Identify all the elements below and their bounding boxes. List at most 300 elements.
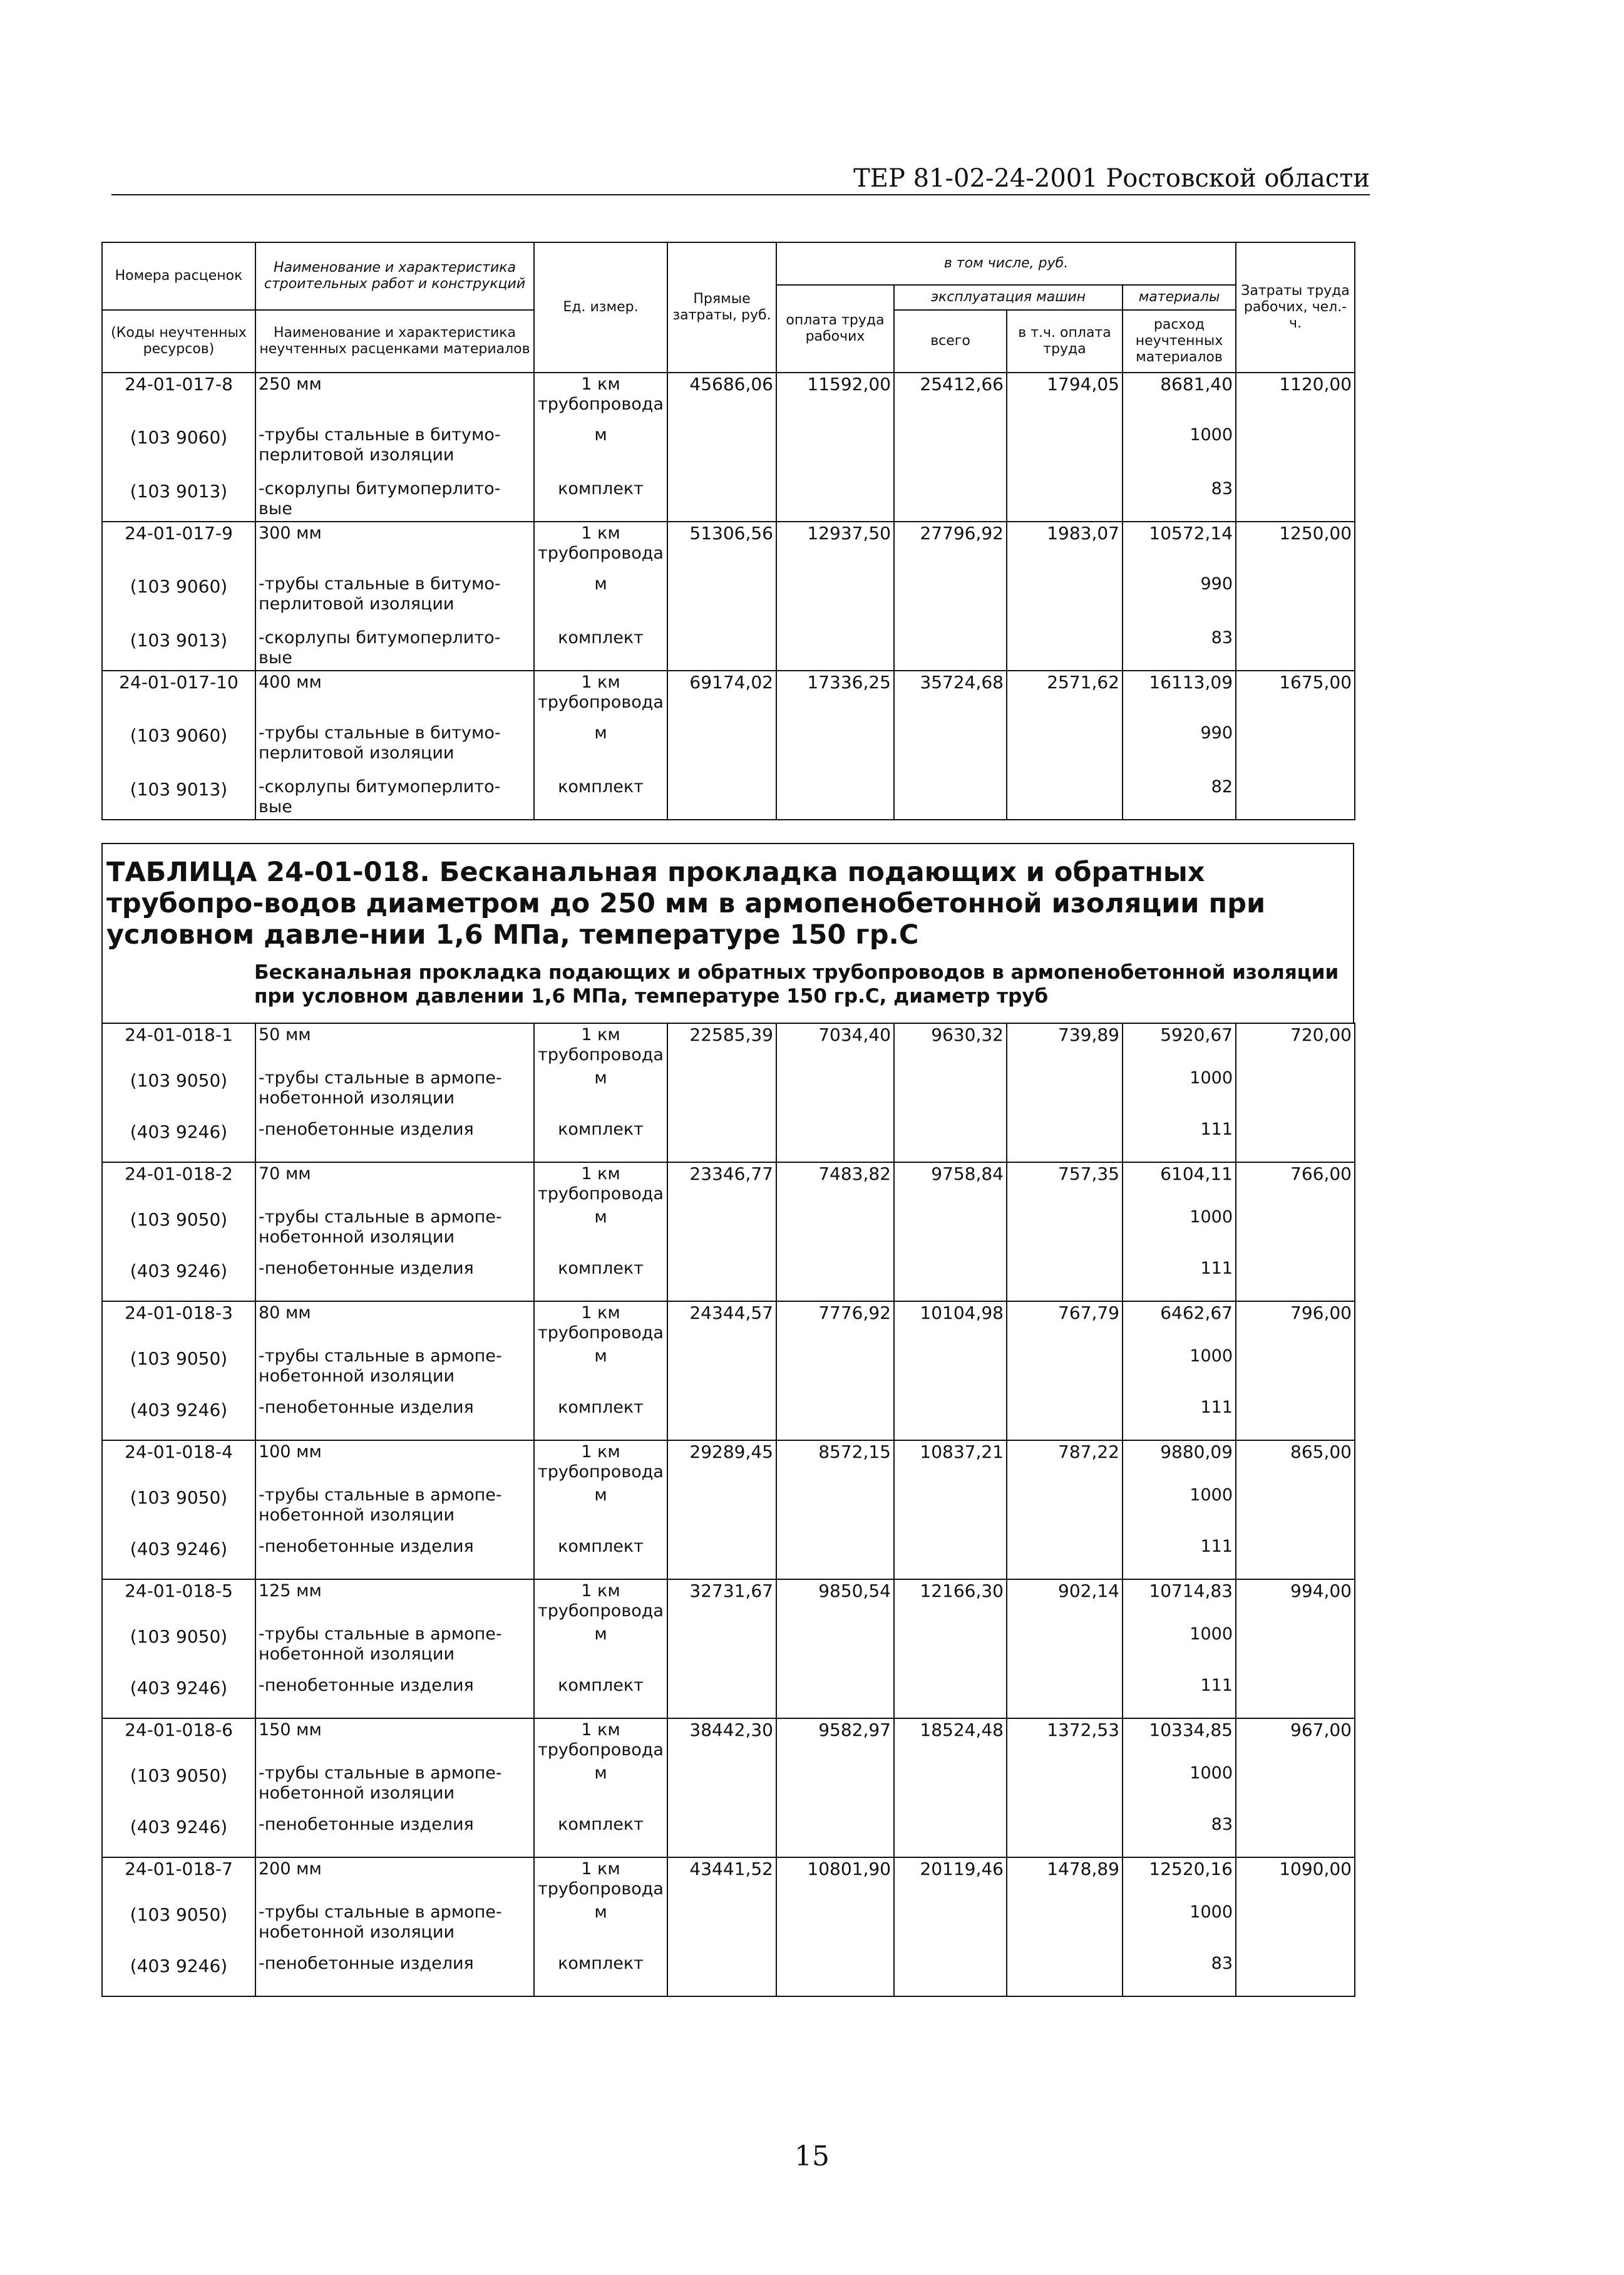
direct-cost: 23346,77 (667, 1162, 776, 1206)
resource-row (102, 776, 1355, 820)
direct-cost: 43441,52 (667, 1857, 776, 1901)
resource-code: (103 9013) (102, 478, 255, 522)
direct-cost: 51306,56 (667, 522, 776, 573)
empty-cell (776, 1206, 894, 1257)
empty-cell (776, 573, 894, 627)
resource-name: -трубы стальные в армопе-нобетонной изоляции (255, 1206, 534, 1257)
rate-row (102, 671, 1355, 722)
resource-code: (403 9246) (102, 1813, 255, 1857)
labor-hours: 1250,00 (1236, 522, 1355, 573)
empty-cell (776, 1067, 894, 1118)
empty-cell (667, 1674, 776, 1718)
resource-code: (103 9050) (102, 1345, 255, 1396)
labor-hours-header: Затраты труда рабочих, чел.-ч. (1236, 242, 1355, 373)
empty-cell (667, 1396, 776, 1440)
name-sub-header: Наименование и характеристика неучтенных расценками материалов (255, 310, 534, 373)
resource-row (102, 1623, 1355, 1674)
resource-unit: м (534, 424, 667, 478)
resource-row (102, 1484, 1355, 1535)
empty-cell (667, 1813, 776, 1857)
empty-cell (894, 722, 1007, 776)
empty-cell (1007, 1623, 1123, 1674)
resource-unit: комплект (534, 627, 667, 671)
rate-row (102, 1857, 1355, 1901)
empty-cell (1236, 627, 1355, 671)
resource-quantity: 83 (1123, 1953, 1236, 1996)
resource-code: (403 9246) (102, 1257, 255, 1301)
rate-code: 24-01-018-3 (102, 1301, 255, 1345)
labor-hours: 1675,00 (1236, 671, 1355, 722)
name-header: Наименование и характеристика строительных работ и конструкций (255, 242, 534, 310)
labor-hours: 994,00 (1236, 1579, 1355, 1623)
empty-cell (776, 1953, 894, 1996)
labor-pay: 11592,00 (776, 373, 894, 424)
rate-name: 300 мм (255, 522, 534, 573)
section-subtitle: Бесканальная прокладка подающих и обратных трубопроводов в армопенобетонной изоляции при условном давлении 1,6 МПа, температуре 150 гр.С, диаметр труб (101, 947, 1354, 1023)
resource-unit: комплект (534, 1535, 667, 1579)
resource-row (102, 1118, 1355, 1162)
resource-unit: м (534, 1067, 667, 1118)
rate-unit: 1 км трубопровода (534, 1162, 667, 1206)
empty-cell (1236, 1623, 1355, 1674)
empty-cell (1007, 722, 1123, 776)
empty-cell (1007, 1535, 1123, 1579)
materials-cost: 10334,85 (1123, 1718, 1236, 1762)
empty-cell (894, 478, 1007, 522)
labor-hours: 1120,00 (1236, 373, 1355, 424)
codes-header: Номера расценок (102, 242, 255, 310)
resource-code: (403 9246) (102, 1535, 255, 1579)
empty-cell (776, 1674, 894, 1718)
empty-cell (667, 1535, 776, 1579)
empty-cell (667, 573, 776, 627)
resource-row (102, 722, 1355, 776)
resource-code: (103 9050) (102, 1206, 255, 1257)
resource-quantity: 111 (1123, 1257, 1236, 1301)
empty-cell (667, 1206, 776, 1257)
resource-row (102, 573, 1355, 627)
machines-labor: 1372,53 (1007, 1718, 1123, 1762)
direct-cost: 32731,67 (667, 1579, 776, 1623)
document-header: ТЕР 81-02-24-2001 Ростовской области (111, 164, 1370, 195)
rate-row (102, 1579, 1355, 1623)
unit-header: Ед. измер. (534, 242, 667, 373)
resource-row (102, 627, 1355, 671)
empty-cell (1236, 776, 1355, 820)
machines-total: 10104,98 (894, 1301, 1007, 1345)
resource-quantity: 111 (1123, 1674, 1236, 1718)
rate-unit: 1 км трубопровода (534, 671, 667, 722)
direct-cost: 24344,57 (667, 1301, 776, 1345)
empty-cell (1236, 1345, 1355, 1396)
resource-code: (103 9060) (102, 722, 255, 776)
machines-labor: 787,22 (1007, 1440, 1123, 1484)
labor-pay: 7034,40 (776, 1023, 894, 1067)
resource-name: -трубы стальные в битумо-перлитовой изоляции (255, 424, 534, 478)
resource-name: -пенобетонные изделия (255, 1257, 534, 1301)
machines-total: 9758,84 (894, 1162, 1007, 1206)
empty-cell (776, 776, 894, 820)
rate-name: 70 мм (255, 1162, 534, 1206)
direct-cost-header: Прямые затраты, руб. (667, 242, 776, 373)
resource-row (102, 1901, 1355, 1953)
labor-pay: 7483,82 (776, 1162, 894, 1206)
resource-quantity: 1000 (1123, 1067, 1236, 1118)
resource-unit: комплект (534, 1953, 667, 1996)
empty-cell (1236, 1206, 1355, 1257)
machines-labor: 902,14 (1007, 1579, 1123, 1623)
empty-cell (1007, 1206, 1123, 1257)
resource-code: (403 9246) (102, 1118, 255, 1162)
resource-quantity: 83 (1123, 1813, 1236, 1857)
machines-total: 35724,68 (894, 671, 1007, 722)
empty-cell (1007, 573, 1123, 627)
labor-hours: 766,00 (1236, 1162, 1355, 1206)
resource-name: -скорлупы битумоперлито-вые (255, 776, 534, 820)
empty-cell (667, 1762, 776, 1813)
empty-cell (667, 627, 776, 671)
resource-unit: м (534, 1484, 667, 1535)
empty-cell (1007, 1118, 1123, 1162)
empty-cell (667, 1484, 776, 1535)
resource-row (102, 478, 1355, 522)
resource-quantity: 1000 (1123, 1206, 1236, 1257)
codes-sub-header: (Коды неучтенных ресурсов) (102, 310, 255, 373)
machines-total: 25412,66 (894, 373, 1007, 424)
rate-code: 24-01-018-6 (102, 1718, 255, 1762)
rate-unit: 1 км трубопровода (534, 1023, 667, 1067)
empty-cell (1236, 1813, 1355, 1857)
empty-cell (894, 1345, 1007, 1396)
section-title: ТАБЛИЦА 24-01-018. Бесканальная прокладка подающих и обратных трубопро-водов диаметром до 250 мм в армопенобетонной изоляции при условном давле-нии 1,6 МПа, температуре 150 гр.С (101, 843, 1354, 947)
resource-row (102, 1206, 1355, 1257)
resource-row (102, 1257, 1355, 1301)
resource-code: (103 9060) (102, 573, 255, 627)
resource-name: -трубы стальные в армопе-нобетонной изоляции (255, 1901, 534, 1953)
labor-pay: 9850,54 (776, 1579, 894, 1623)
resource-unit: м (534, 573, 667, 627)
empty-cell (1007, 1901, 1123, 1953)
empty-cell (1007, 1762, 1123, 1813)
empty-cell (894, 1674, 1007, 1718)
resource-unit: комплект (534, 1118, 667, 1162)
materials-cost: 9880,09 (1123, 1440, 1236, 1484)
resource-unit: м (534, 1762, 667, 1813)
rate-row (102, 373, 1355, 424)
materials-header: материалы (1123, 285, 1236, 310)
machines-total: 10837,21 (894, 1440, 1007, 1484)
resource-unit: комплект (534, 1674, 667, 1718)
empty-cell (667, 722, 776, 776)
empty-cell (1007, 1257, 1123, 1301)
resource-name: -пенобетонные изделия (255, 1953, 534, 1996)
empty-cell (1236, 1901, 1355, 1953)
empty-cell (1236, 424, 1355, 478)
machines-labor: 1983,07 (1007, 522, 1123, 573)
resource-quantity: 82 (1123, 776, 1236, 820)
direct-cost: 29289,45 (667, 1440, 776, 1484)
resource-code: (403 9246) (102, 1674, 255, 1718)
empty-cell (776, 1345, 894, 1396)
empty-cell (667, 1067, 776, 1118)
empty-cell (776, 1535, 894, 1579)
rate-unit: 1 км трубопровода (534, 1440, 667, 1484)
resource-unit: комплект (534, 1813, 667, 1857)
machines-total-header: всего (894, 310, 1007, 373)
machines-labor: 2571,62 (1007, 671, 1123, 722)
empty-cell (1236, 1257, 1355, 1301)
empty-cell (894, 1762, 1007, 1813)
empty-cell (667, 1345, 776, 1396)
rate-unit: 1 км трубопровода (534, 1579, 667, 1623)
empty-cell (894, 1813, 1007, 1857)
materials-use-header: расход неучтенных материалов (1123, 310, 1236, 373)
labor-pay: 7776,92 (776, 1301, 894, 1345)
page-number: 15 (794, 2140, 830, 2172)
rates-table-bottom (101, 1023, 1355, 1997)
empty-cell (667, 478, 776, 522)
empty-cell (667, 1901, 776, 1953)
resource-name: -пенобетонные изделия (255, 1535, 534, 1579)
resource-name: -трубы стальные в битумо-перлитовой изоляции (255, 573, 534, 627)
resource-quantity: 1000 (1123, 1762, 1236, 1813)
resource-row (102, 1813, 1355, 1857)
empty-cell (776, 1813, 894, 1857)
including-header: в том числе, руб. (776, 242, 1236, 285)
resource-quantity: 111 (1123, 1535, 1236, 1579)
empty-cell (776, 424, 894, 478)
empty-cell (1007, 627, 1123, 671)
empty-cell (894, 1535, 1007, 1579)
empty-cell (667, 1257, 776, 1301)
empty-cell (1007, 1813, 1123, 1857)
direct-cost: 22585,39 (667, 1023, 776, 1067)
resource-row (102, 1953, 1355, 1996)
resource-name: -пенобетонные изделия (255, 1118, 534, 1162)
empty-cell (776, 1484, 894, 1535)
empty-cell (1236, 573, 1355, 627)
machines-labor: 767,79 (1007, 1301, 1123, 1345)
direct-cost: 69174,02 (667, 671, 776, 722)
rate-name: 80 мм (255, 1301, 534, 1345)
rate-name: 100 мм (255, 1440, 534, 1484)
machines-total: 20119,46 (894, 1857, 1007, 1901)
direct-cost: 38442,30 (667, 1718, 776, 1762)
resource-code: (103 9013) (102, 776, 255, 820)
empty-cell (894, 1067, 1007, 1118)
empty-cell (667, 1118, 776, 1162)
rate-row (102, 1440, 1355, 1484)
empty-cell (776, 1396, 894, 1440)
resource-unit: комплект (534, 1396, 667, 1440)
empty-cell (776, 1623, 894, 1674)
rate-code: 24-01-017-8 (102, 373, 255, 424)
machines-labor: 1794,05 (1007, 373, 1123, 424)
rate-code: 24-01-017-10 (102, 671, 255, 722)
resource-name: -скорлупы битумоперлито-вые (255, 478, 534, 522)
labor-pay: 10801,90 (776, 1857, 894, 1901)
empty-cell (1236, 1067, 1355, 1118)
empty-cell (1007, 478, 1123, 522)
empty-cell (894, 776, 1007, 820)
empty-cell (894, 1484, 1007, 1535)
machines-total: 12166,30 (894, 1579, 1007, 1623)
rate-unit: 1 км трубопровода (534, 1718, 667, 1762)
empty-cell (894, 1396, 1007, 1440)
empty-cell (1236, 1953, 1355, 1996)
resource-quantity: 83 (1123, 627, 1236, 671)
labor-pay: 8572,15 (776, 1440, 894, 1484)
machines-labor: 1478,89 (1007, 1857, 1123, 1901)
rate-code: 24-01-018-4 (102, 1440, 255, 1484)
resource-name: -скорлупы битумоперлито-вые (255, 627, 534, 671)
labor-hours: 796,00 (1236, 1301, 1355, 1345)
machines-total: 18524,48 (894, 1718, 1007, 1762)
materials-cost: 16113,09 (1123, 671, 1236, 722)
rate-row (102, 1718, 1355, 1762)
labor-hours: 720,00 (1236, 1023, 1355, 1067)
rate-unit: 1 км трубопровода (534, 373, 667, 424)
rate-code: 24-01-018-7 (102, 1857, 255, 1901)
empty-cell (667, 424, 776, 478)
rate-code: 24-01-018-1 (102, 1023, 255, 1067)
empty-cell (1007, 1953, 1123, 1996)
rates-table-top (101, 242, 1355, 820)
resource-code: (403 9246) (102, 1396, 255, 1440)
resource-code: (103 9050) (102, 1623, 255, 1674)
rate-row (102, 1023, 1355, 1067)
empty-cell (1007, 1345, 1123, 1396)
rate-name: 150 мм (255, 1718, 534, 1762)
labor-pay: 17336,25 (776, 671, 894, 722)
empty-cell (776, 1762, 894, 1813)
empty-cell (1236, 1674, 1355, 1718)
materials-cost: 12520,16 (1123, 1857, 1236, 1901)
empty-cell (667, 776, 776, 820)
resource-unit: комплект (534, 776, 667, 820)
labor-hours: 865,00 (1236, 1440, 1355, 1484)
resource-quantity: 111 (1123, 1118, 1236, 1162)
rate-code: 24-01-017-9 (102, 522, 255, 573)
materials-cost: 10572,14 (1123, 522, 1236, 573)
resource-quantity: 990 (1123, 573, 1236, 627)
rate-code: 24-01-018-5 (102, 1579, 255, 1623)
empty-cell (1007, 776, 1123, 820)
resource-code: (103 9050) (102, 1067, 255, 1118)
resource-quantity: 990 (1123, 722, 1236, 776)
resource-quantity: 1000 (1123, 1901, 1236, 1953)
rate-unit: 1 км трубопровода (534, 1857, 667, 1901)
resource-row (102, 1396, 1355, 1440)
resource-code: (103 9060) (102, 424, 255, 478)
resource-unit: м (534, 1345, 667, 1396)
empty-cell (1007, 1674, 1123, 1718)
empty-cell (894, 573, 1007, 627)
materials-cost: 6462,67 (1123, 1301, 1236, 1345)
empty-cell (776, 722, 894, 776)
empty-cell (1007, 1067, 1123, 1118)
resource-unit: м (534, 722, 667, 776)
empty-cell (1236, 1762, 1355, 1813)
resource-row (102, 1674, 1355, 1718)
resource-quantity: 1000 (1123, 1484, 1236, 1535)
machines-labor: 757,35 (1007, 1162, 1123, 1206)
machines-labor: 739,89 (1007, 1023, 1123, 1067)
empty-cell (1236, 1484, 1355, 1535)
materials-cost: 8681,40 (1123, 373, 1236, 424)
resource-row (102, 1345, 1355, 1396)
resource-row (102, 1762, 1355, 1813)
resource-name: -трубы стальные в армопе-нобетонной изоляции (255, 1762, 534, 1813)
materials-cost: 10714,83 (1123, 1579, 1236, 1623)
resource-unit: комплект (534, 478, 667, 522)
materials-cost: 6104,11 (1123, 1162, 1236, 1206)
empty-cell (776, 1257, 894, 1301)
direct-cost: 45686,06 (667, 373, 776, 424)
resource-code: (103 9050) (102, 1901, 255, 1953)
resource-name: -трубы стальные в битумо-перлитовой изоляции (255, 722, 534, 776)
materials-cost: 5920,67 (1123, 1023, 1236, 1067)
resource-name: -трубы стальные в армопе-нобетонной изоляции (255, 1484, 534, 1535)
labor-hours: 1090,00 (1236, 1857, 1355, 1901)
rate-name: 250 мм (255, 373, 534, 424)
empty-cell (776, 1901, 894, 1953)
rate-name: 400 мм (255, 671, 534, 722)
resource-code: (103 9050) (102, 1762, 255, 1813)
empty-cell (1007, 424, 1123, 478)
empty-cell (894, 424, 1007, 478)
empty-cell (667, 1953, 776, 1996)
empty-cell (894, 627, 1007, 671)
machines-labor-header: в т.ч. оплата труда (1007, 310, 1123, 373)
resource-unit: м (534, 1623, 667, 1674)
resource-row (102, 424, 1355, 478)
empty-cell (776, 1118, 894, 1162)
resource-code: (103 9050) (102, 1484, 255, 1535)
rate-name: 125 мм (255, 1579, 534, 1623)
empty-cell (776, 478, 894, 522)
resource-quantity: 83 (1123, 478, 1236, 522)
resource-row (102, 1535, 1355, 1579)
labor-pay: 9582,97 (776, 1718, 894, 1762)
empty-cell (1236, 1535, 1355, 1579)
empty-cell (1236, 722, 1355, 776)
resource-name: -трубы стальные в армопе-нобетонной изоляции (255, 1067, 534, 1118)
resource-quantity: 1000 (1123, 1345, 1236, 1396)
resource-quantity: 1000 (1123, 1623, 1236, 1674)
empty-cell (667, 1623, 776, 1674)
resource-code: (103 9013) (102, 627, 255, 671)
labor-pay: 12937,50 (776, 522, 894, 573)
rate-row (102, 1301, 1355, 1345)
empty-cell (1007, 1396, 1123, 1440)
empty-cell (1236, 1396, 1355, 1440)
rate-code: 24-01-018-2 (102, 1162, 255, 1206)
empty-cell (1236, 478, 1355, 522)
empty-cell (1236, 1118, 1355, 1162)
rate-unit: 1 км трубопровода (534, 522, 667, 573)
labor-hours: 967,00 (1236, 1718, 1355, 1762)
resource-name: -трубы стальные в армопе-нобетонной изоляции (255, 1345, 534, 1396)
resource-name: -пенобетонные изделия (255, 1813, 534, 1857)
resource-name: -трубы стальные в армопе-нобетонной изоляции (255, 1623, 534, 1674)
rate-name: 200 мм (255, 1857, 534, 1901)
rate-unit: 1 км трубопровода (534, 1301, 667, 1345)
empty-cell (1007, 1484, 1123, 1535)
empty-cell (894, 1206, 1007, 1257)
empty-cell (894, 1901, 1007, 1953)
resource-name: -пенобетонные изделия (255, 1396, 534, 1440)
